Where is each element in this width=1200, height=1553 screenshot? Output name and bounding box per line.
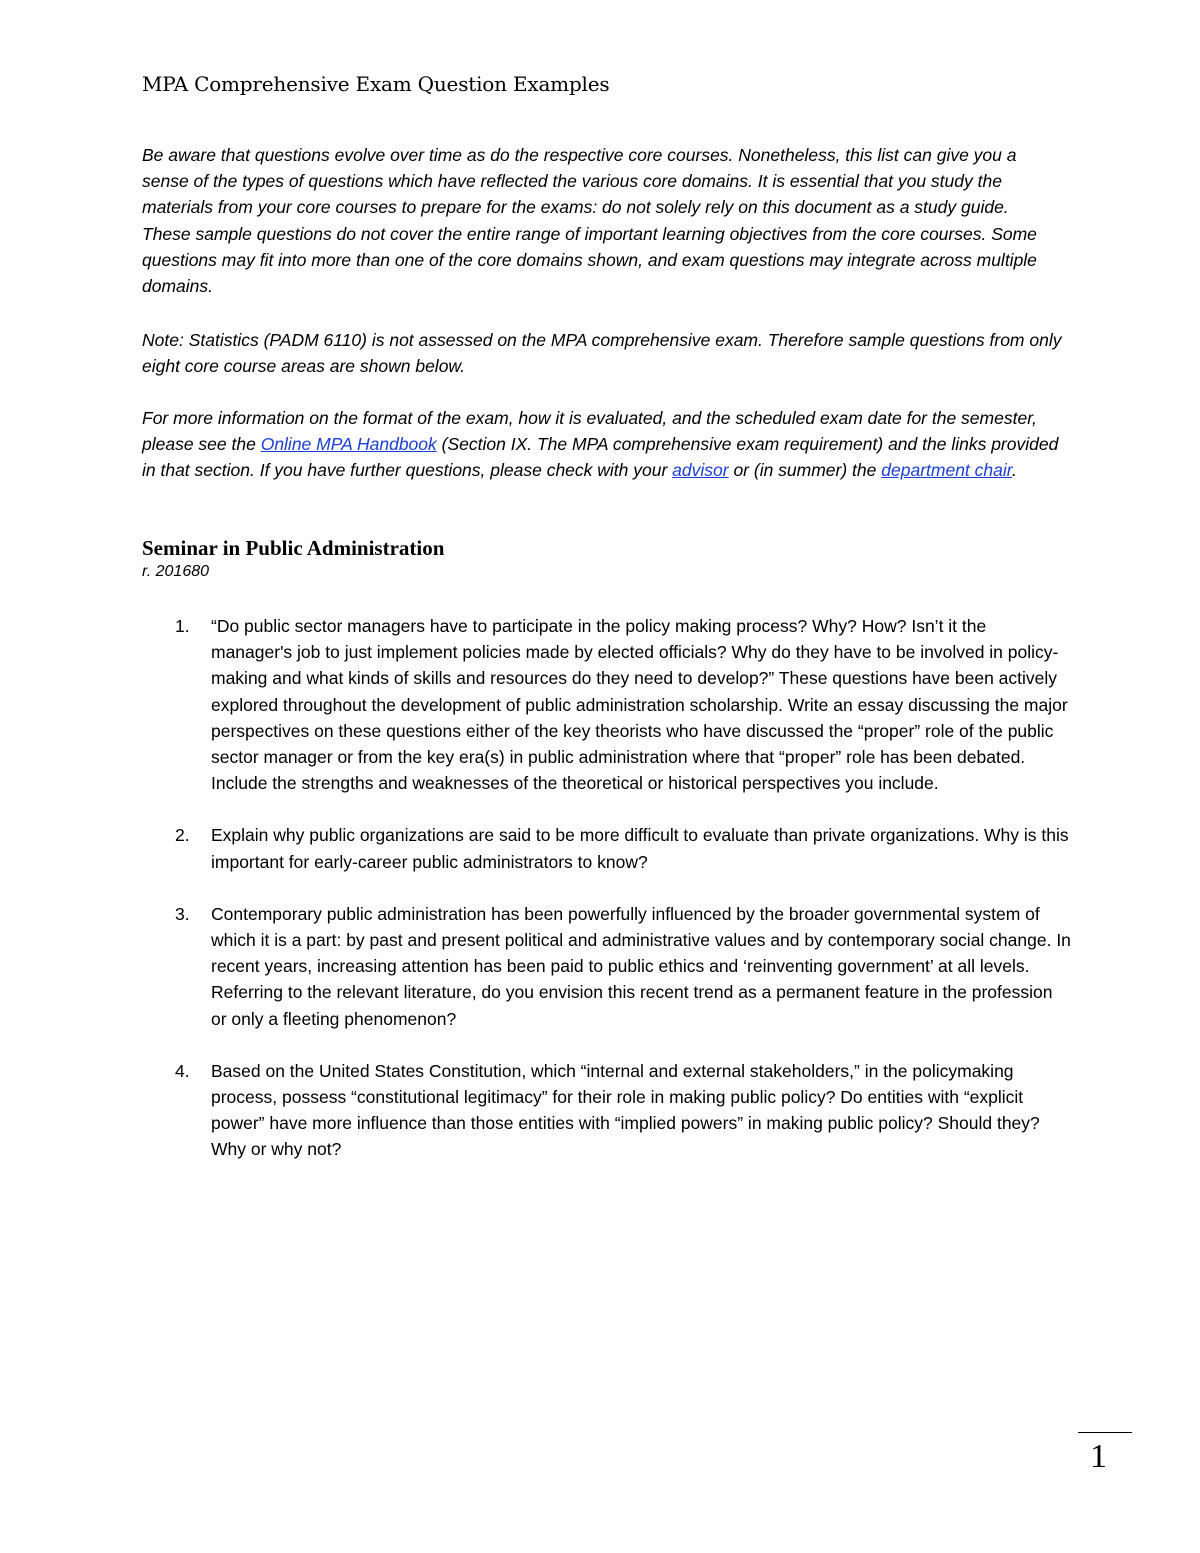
intro-paragraph-awareness: Be aware that questions evolve over time as do the respective core courses. Nonetheless, this list can give you a sense of the types of questions which have reflected the various core domains. It is essential that you study the materials from your core courses to prepare for the exams: do not solely rely on this document as a study guide. These sample questions do not cover the entire range of important learning objectives from the core courses. Some questions may fit into more than one of the core domains shown, and exam questions may integrate across multiple domains. xyxy=(142,145,1037,297)
question-text: Explain why public organizations are said to be more difficult to evaluate than private organizations. Why is this important for early-career public administrators to know? xyxy=(211,825,1069,872)
more-info-text-4: . xyxy=(1011,460,1017,481)
page-number: 1 xyxy=(1090,1438,1107,1475)
question-text: “Do public sector managers have to participate in the policy making process? Why? How? Isn’t it the manager's job to just implement policies made by elected officials? Why do they have to be involved in policy-making and what kinds of skills and resources do they need to develop?” These questions have been actively explored throughout the development of public administration scholarship. Write an essay discussing the major perspectives on these questions either of the key theorists who have discussed the “proper” role of the public sector manager or from the key era(s) in public administration where that “proper” role has been debated. Include the strengths and weaknesses of the theoretical or historical perspectives you include. xyxy=(211,616,1068,794)
section-heading: Seminar in Public Administration xyxy=(142,536,445,560)
department-chair-link[interactable]: department chair xyxy=(881,460,1012,481)
question-item xyxy=(142,901,1072,1032)
more-info-text-2: (Section IX. The MPA comprehensive exam requirement) and the links provided in that section. If you have further questions, please check with your xyxy=(142,434,1059,481)
intro-paragraph-statistics-note: Note: Statistics (PADM 6110) is not assessed on the MPA comprehensive exam. Therefore sample questions from only eight core course areas are shown below. xyxy=(142,330,1062,377)
question-number: 3. xyxy=(175,903,190,924)
question-text: Based on the United States Constitution, which “internal and external stakeholders,” in the policymaking process, possess “constitutional legitimacy” for their role in making public policy? Do entities with “explicit power” have more influence than those entities with “implied powers” in making public policy? Should they? Why or why not? xyxy=(211,1060,1040,1160)
question-text: Contemporary public administration has been powerfully influenced by the broader governmental system of which it is a part: by past and present political and administrative values and by contemporary social change. In recent years, increasing attention has been paid to public ethics and ‘reinventing government’ at all levels. Referring to the relevant literature, do you envision this recent trend as a permanent feature in the profession or only a fleeting phenomenon? xyxy=(211,903,1071,1029)
footer-rule xyxy=(1078,1432,1132,1433)
question-list xyxy=(142,613,1072,1189)
question-number: 2. xyxy=(175,825,190,846)
question-number: 4. xyxy=(175,1060,190,1081)
more-info-text-3: or (in summer) the xyxy=(728,460,882,481)
intro-paragraph-more-info xyxy=(142,405,1062,484)
document-title: MPA Comprehensive Exam Question Examples xyxy=(142,72,610,96)
more-info-text-1: For more information on the format of the exam, how it is evaluated, and the scheduled exam date for the semester, please see the xyxy=(142,408,1037,455)
question-item xyxy=(142,613,1072,796)
online-mpa-handbook-link[interactable]: Online MPA Handbook xyxy=(260,434,437,455)
question-item xyxy=(142,1058,1072,1163)
section-revision: r. 201680 xyxy=(142,563,210,580)
question-number: 1. xyxy=(175,616,190,636)
question-item xyxy=(142,822,1072,874)
advisor-link[interactable]: advisor xyxy=(672,460,729,481)
